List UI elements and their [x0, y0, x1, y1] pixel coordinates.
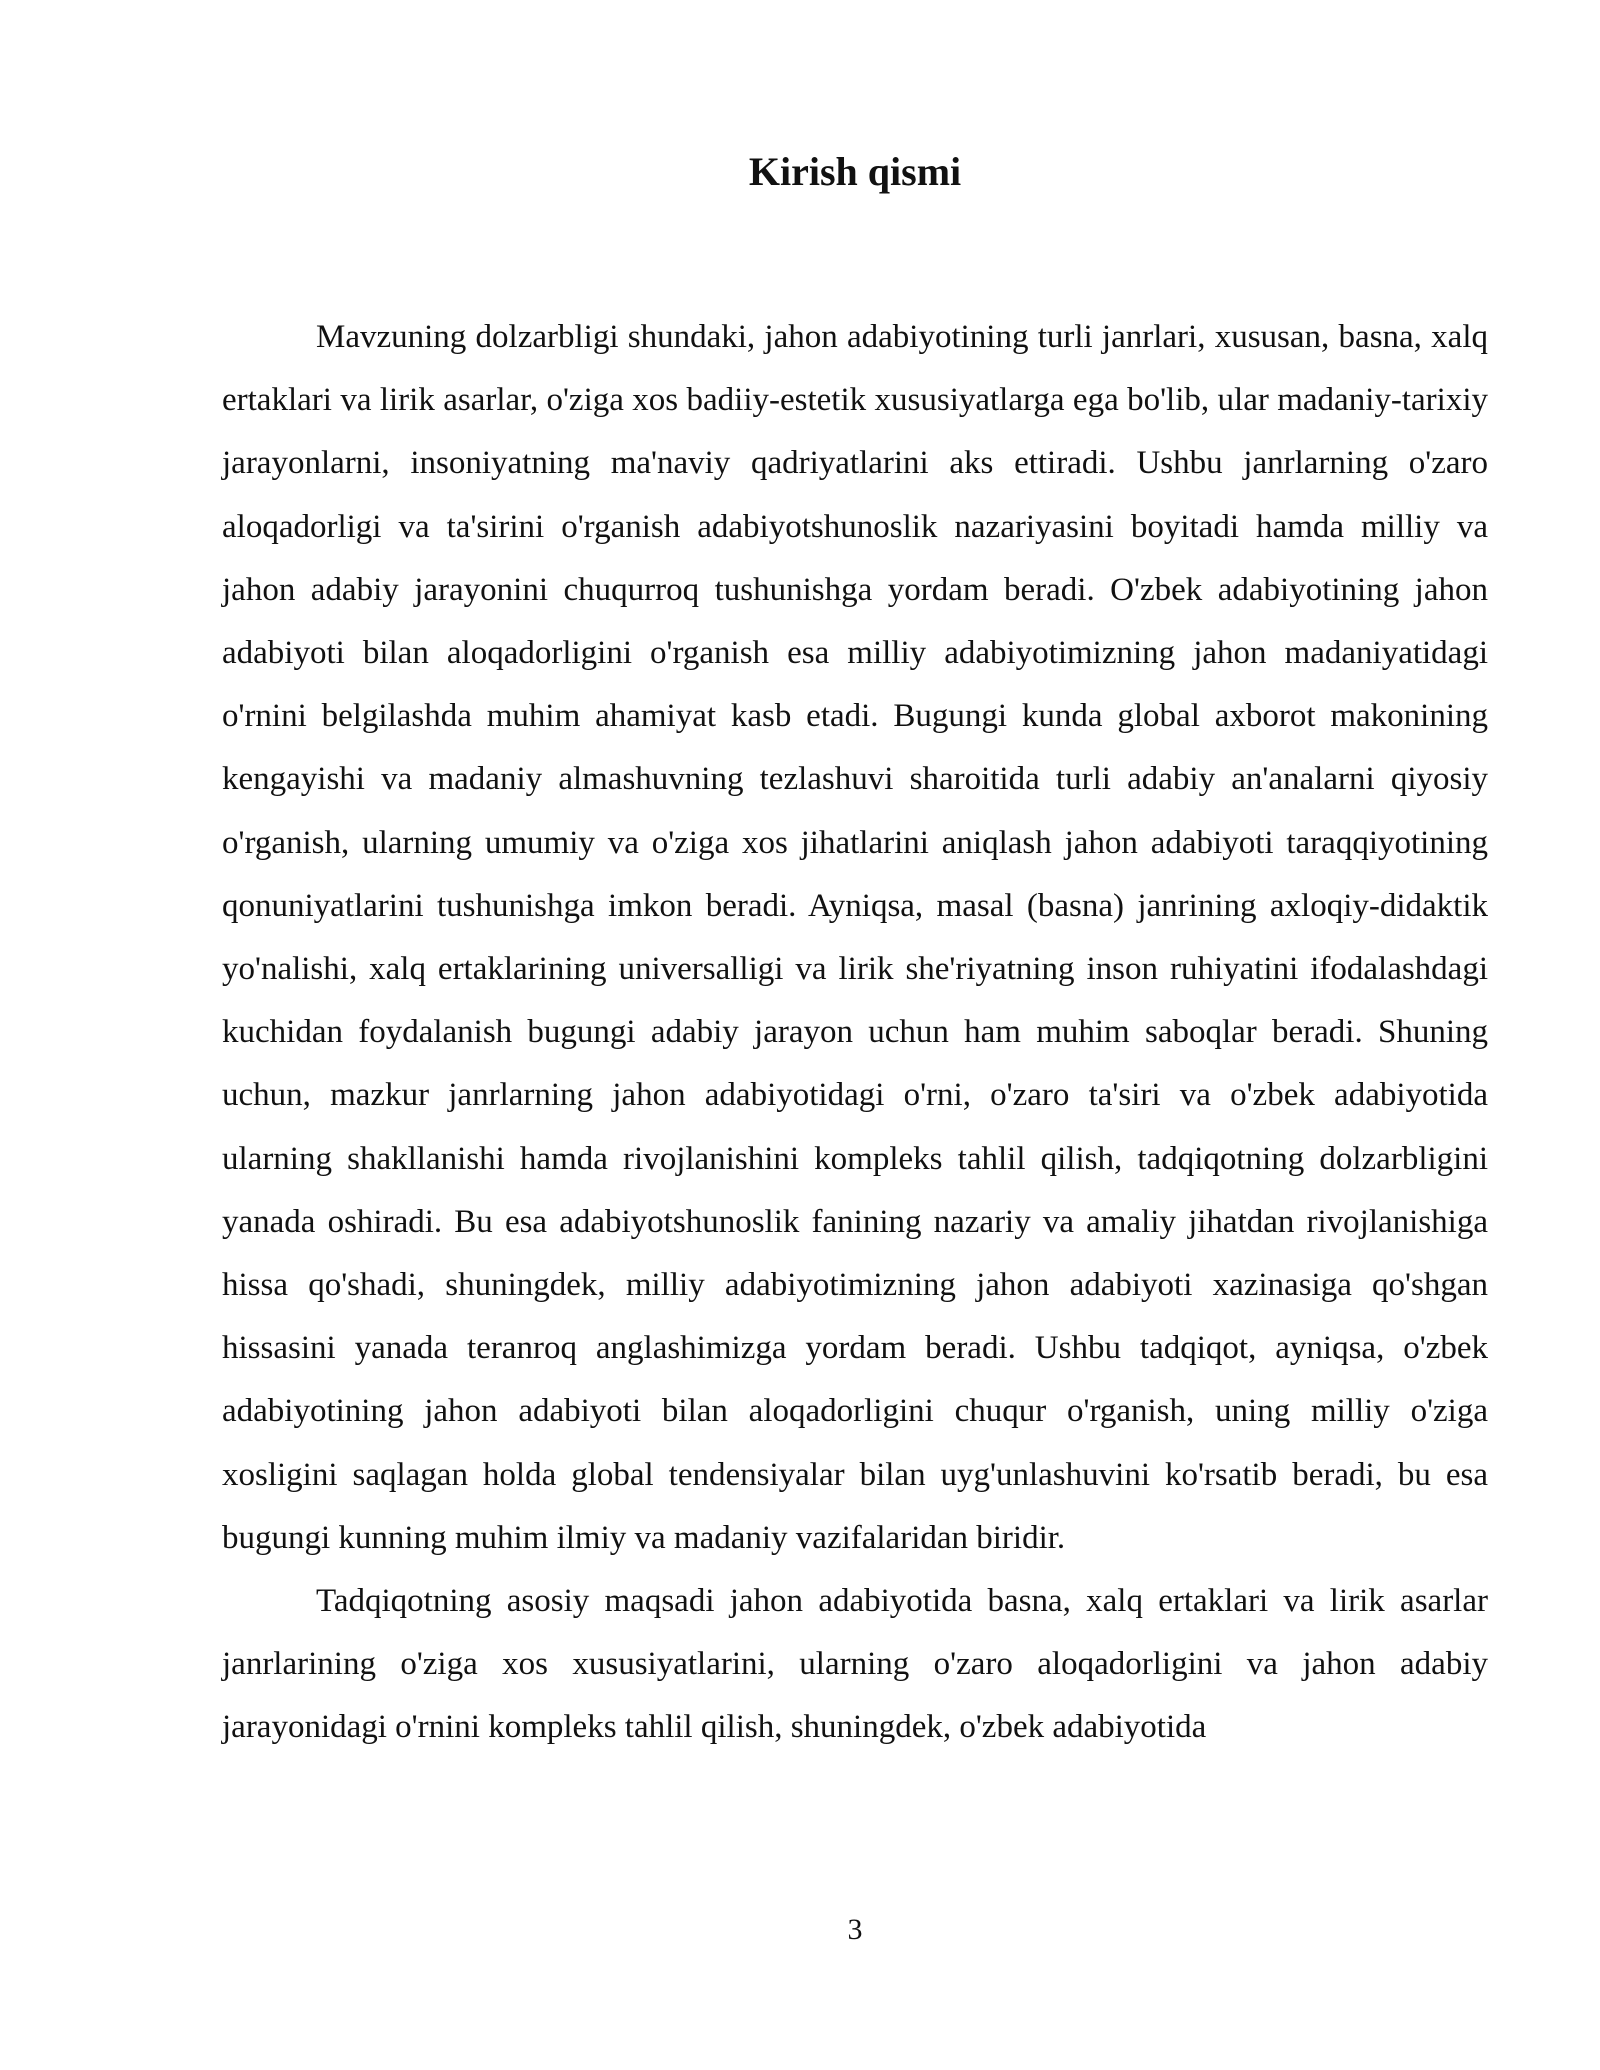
- section-title: Kirish qismi: [748, 149, 962, 194]
- page-number: 3: [847, 1913, 863, 1946]
- body-text: [222, 306, 1488, 1760]
- paragraph-relevance: Mavzuning dolzarbligi shundaki, jahon adabiyotining turli janrlari, xususan, basna, xalq ertaklari va lirik asarlar, o'ziga xos badiiy-estetik xususiyatlarga ega bo'lib, ular madaniy-tarixiy jarayonlarni, insoniyatning ma'naviy qadriyatlarini aks ettiradi. Ushbu janrlarning o'zaro aloqadorligi va ta'sirini o'rganish adabiyotshunoslik nazariyasini boyitadi hamda milliy va jahon adabiy jarayonini chuqurroq tushunishga yordam beradi. O'zbek adabiyotining jahon adabiyoti bilan aloqadorligini o'rganish esa milliy adabiyotimizning jahon madaniyatidagi o'rnini belgilashda muhim ahamiyat kasb etadi. Bugungi kunda global axborot makonining kengayishi va madaniy almashuvning tezlashuvi sharoitida turli adabiy an'analarni qiyosiy o'rganish, ularning umumiy va o'ziga xos jihatlarini aniqlash jahon adabiyoti taraqqiyotining qonuniyatlarini tushunishga imkon beradi. Ayniqsa, masal (basna) janrining axloqiy-didaktik yo'nalishi, xalq ertaklarining universalligi va lirik she'riyatning inson ruhiyatini ifodalashdagi kuchidan foydalanish bugungi adabiy jarayon uchun ham muhim saboqlar beradi. Shuning uchun, mazkur janrlarning jahon adabiyotidagi o'rni, o'zaro ta'siri va o'zbek adabiyotida ularning shakllanishi hamda rivojlanishini kompleks tahlil qilish, tadqiqotning dolzarbligini yanada oshiradi. Bu esa adabiyotshunoslik fanining nazariy va amaliy jihatdan rivojlanishiga hissa qo'shadi, shuningdek, milliy adabiyotimizning jahon adabiyoti xazinasiga qo'shgan hissasini yanada teranroq anglashimizga yordam beradi. Ushbu tadqiqot, ayniqsa, o'zbek adabiyotining jahon adabiyoti bilan aloqadorligini chuqur o'rganish, uning milliy o'ziga xosligini saqlagan holda global tendensiyalar bilan uyg'unlashuvini ko'rsatib beradi, bu esa bugungi kunning muhim ilmiy va madaniy vazifalaridan biridir.: [222, 319, 1488, 1556]
- paragraph-purpose: Tadqiqotning asosiy maqsadi jahon adabiyotida basna, xalq ertaklari va lirik asarlar janrlarining o'ziga xos xususiyatlarini, ularning o'zaro aloqadorligini va jahon adabiy jarayonidagi o'rnini kompleks tahlil qilish, shuningdek, o'zbek adabiyotida: [222, 1583, 1488, 1746]
